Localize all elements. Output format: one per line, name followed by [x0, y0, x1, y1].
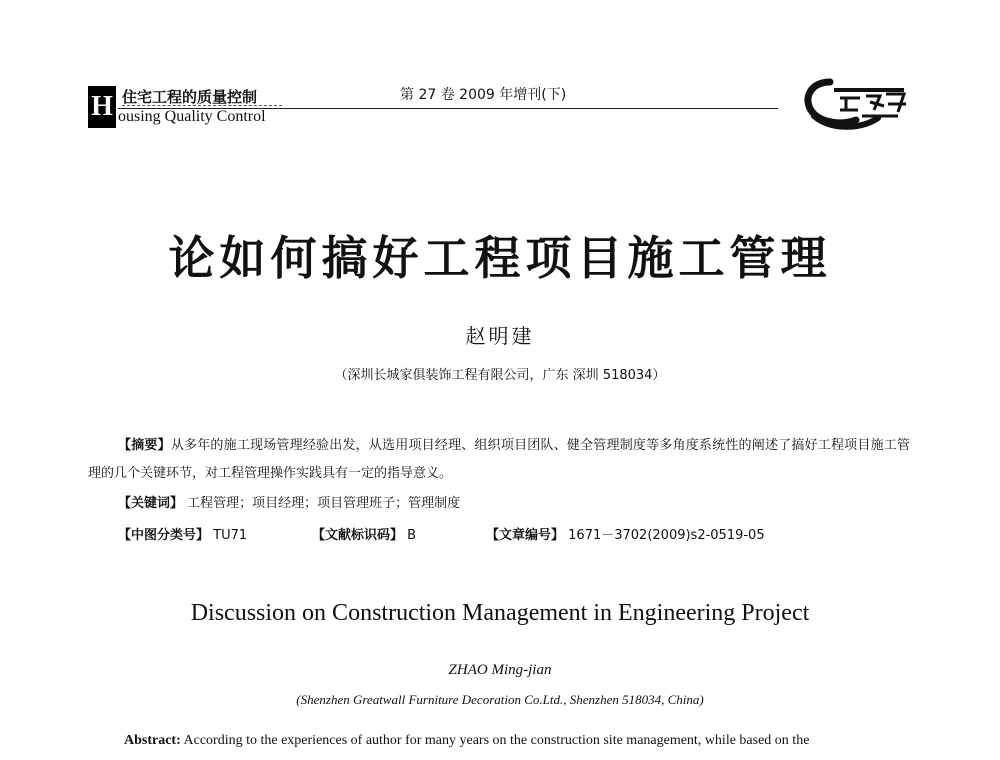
abstract-en	[124, 730, 910, 752]
author-cn: 赵明建	[465, 324, 535, 348]
article-number	[486, 524, 765, 543]
author-en: ZHAO Ming-jian	[448, 662, 552, 678]
keywords-text-cn: 工程管理；项目经理；项目管理班子；管理制度	[187, 496, 461, 511]
abstract-label-en: Abstract:	[124, 733, 181, 748]
issue-info: 第 27 卷 2009 年增刊(下)	[400, 87, 567, 103]
header-dashed-rule	[122, 105, 282, 106]
clc-value: TU71	[213, 528, 248, 543]
affiliation-en: (Shenzhen Greatwall Furniture Decoration Co.Ltd., Shenzhen 518034, China)	[296, 692, 704, 707]
keywords-label-cn: 【关键词】	[118, 496, 184, 511]
clc-label: 【中图分类号】	[118, 528, 210, 543]
abstract-label-cn: 【摘要】	[118, 438, 171, 453]
abstract-text-cn: 从多年的施工现场管理经验出发，从选用项目经理、组织项目团队、健全管理制度等多角度系统性的阐述了搞好工程项目施工管理的几个关键环节，对工程管理操作实践具有一定的指导意义。	[88, 438, 910, 481]
keywords-cn	[118, 492, 460, 511]
document-code-label: 【文献标识码】	[312, 528, 404, 543]
journal-name-cn: 住宅工程的质量控制	[122, 88, 258, 106]
article-number-value: 1671－3702(2009)s2-0519-05	[568, 528, 765, 543]
document-code	[312, 524, 416, 543]
article-number-label: 【文章编号】	[486, 528, 565, 543]
article-title-cn: 论如何搞好工程项目施工管理	[168, 231, 832, 285]
document-code-value: B	[407, 528, 417, 543]
article-title-en: Discussion on Construction Management in Engineering Project	[190, 600, 810, 626]
affiliation-cn: （深圳长城家俱装饰工程有限公司，广东 深圳 518034）	[334, 368, 666, 383]
journal-logo-letter: H	[91, 91, 113, 122]
clc-number	[118, 524, 247, 543]
quality-emblem-icon	[800, 76, 912, 132]
abstract-text-en: According to the experiences of author for many years on the construction site management, while based on the	[183, 733, 810, 748]
journal-name-en: ousing Quality Control	[118, 108, 266, 125]
abstract-cn	[88, 432, 910, 488]
journal-logo	[88, 86, 116, 128]
